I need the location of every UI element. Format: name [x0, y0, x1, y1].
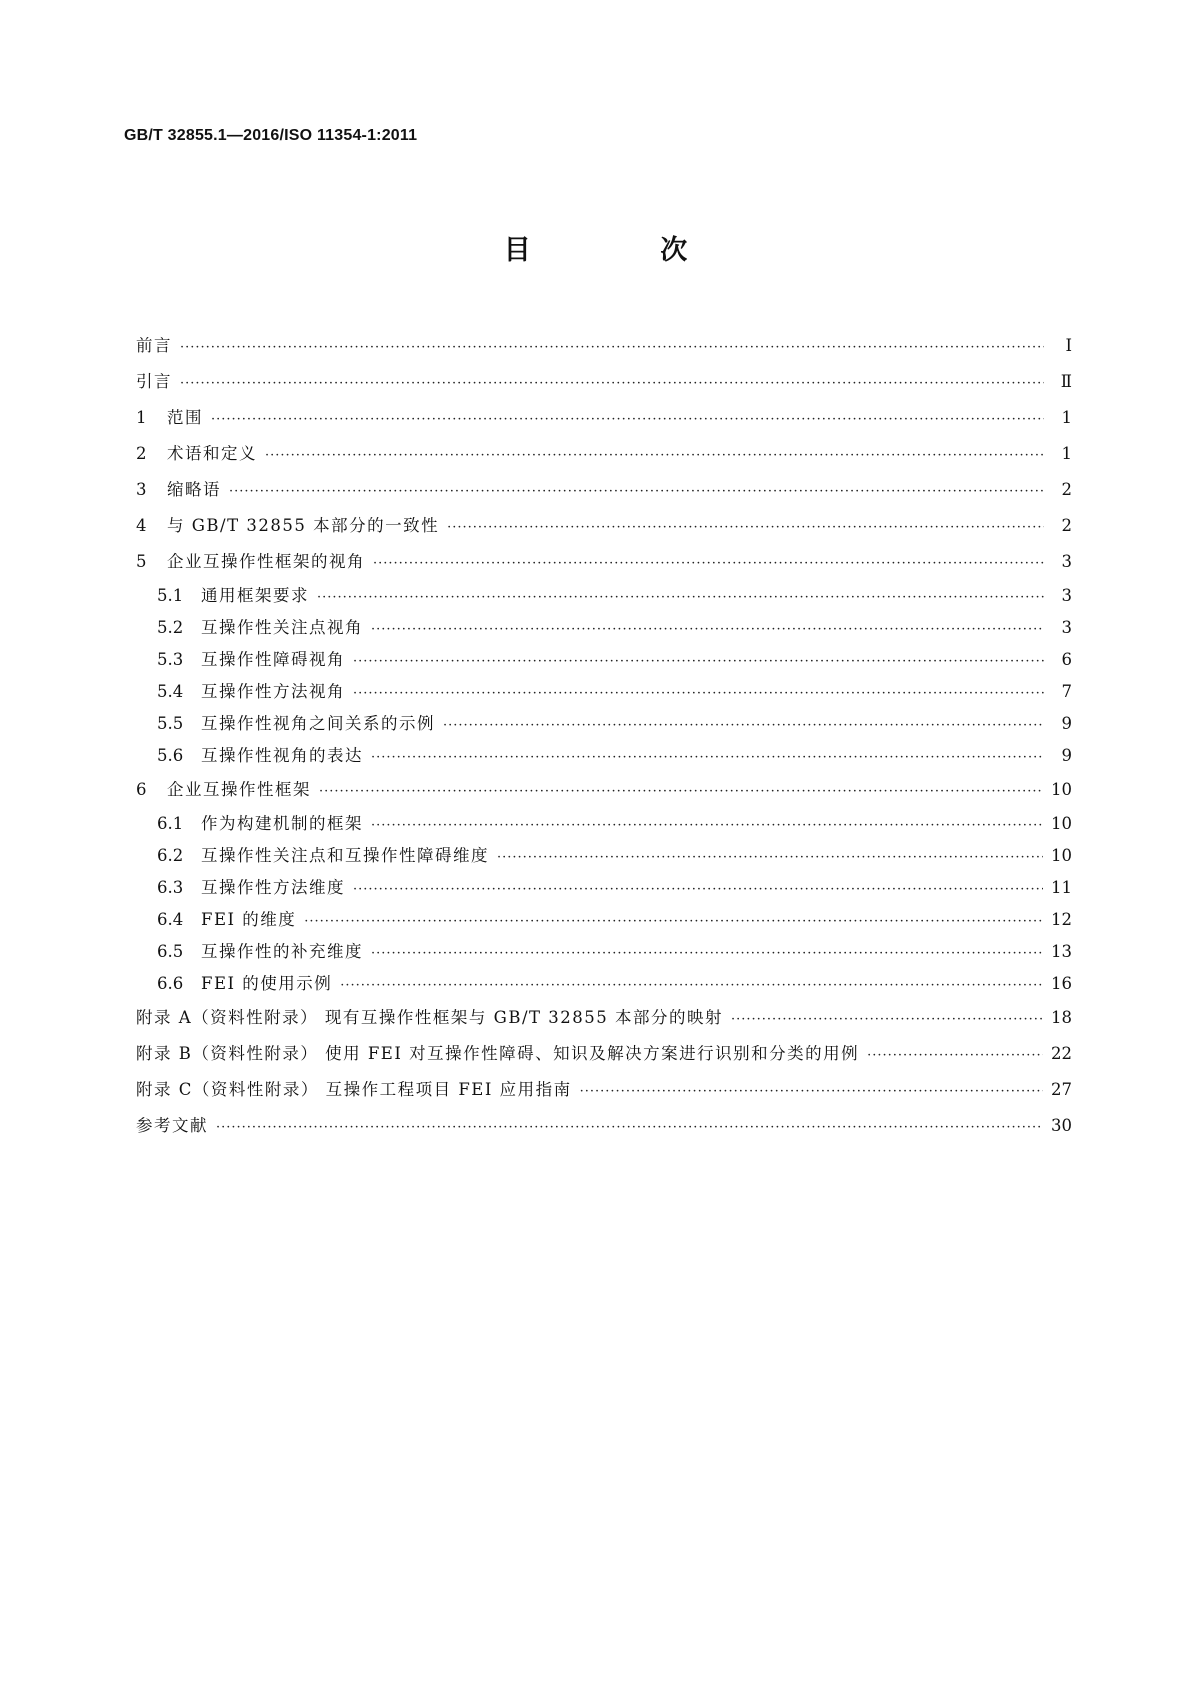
toc-entry-label: 互操作性方法视角 — [201, 682, 345, 701]
toc-entry-page: 1 — [1061, 408, 1072, 427]
toc-entry-label: 附录 C（资料性附录） 互操作工程项目 FEI 应用指南 — [136, 1080, 572, 1099]
toc-entry-page: 30 — [1051, 1116, 1072, 1135]
toc-entry-5-2[interactable] — [136, 612, 1072, 644]
toc-leader-dots — [867, 1038, 1043, 1074]
toc-entry-page: 16 — [1051, 974, 1072, 993]
toc-entry-6-5[interactable] — [136, 936, 1072, 968]
toc-entry-6-6[interactable] — [136, 968, 1072, 1000]
toc-entry-label: 参考文献 — [136, 1116, 208, 1135]
toc-leader-dots — [353, 874, 1043, 906]
toc-entry-page: 10 — [1051, 814, 1072, 833]
toc-entry-label: 前言 — [136, 336, 172, 355]
toc-entry-page: 7 — [1061, 682, 1072, 701]
toc-entry-appendix-c[interactable] — [136, 1072, 1072, 1108]
toc-entry-number: 1 — [136, 408, 147, 427]
toc-entry-label: 互操作性方法维度 — [201, 878, 345, 897]
toc-entry-page: 9 — [1061, 746, 1072, 765]
toc-entry-bibliography[interactable] — [136, 1108, 1072, 1144]
toc-leader-dots — [443, 710, 1044, 742]
toc-entry-appendix-a[interactable] — [136, 1000, 1072, 1036]
toc-leader-dots — [265, 438, 1044, 474]
toc-leader-dots — [371, 614, 1044, 646]
toc-entry-page: 10 — [1051, 780, 1072, 799]
toc-entry-page: 3 — [1061, 552, 1072, 571]
toc-entry-number: 5.5 — [157, 714, 184, 733]
toc-entry-page: 22 — [1051, 1044, 1072, 1063]
toc-leader-dots — [371, 810, 1043, 842]
toc-leader-dots — [180, 330, 1044, 366]
toc-entry-page: 10 — [1051, 846, 1072, 865]
toc-entry-page: 11 — [1051, 878, 1072, 897]
toc-entry-label: 范围 — [167, 408, 203, 427]
toc-entry-2[interactable] — [136, 436, 1072, 472]
toc-entry-label: 附录 B（资料性附录） 使用 FEI 对互操作性障碍、知识及解决方案进行识别和分类的用例 — [136, 1044, 860, 1063]
toc-leader-dots — [731, 1002, 1043, 1038]
toc-entry-number: 6.5 — [157, 942, 184, 961]
toc-entry-page: 6 — [1061, 650, 1072, 669]
toc-entry-label: FEI 的使用示例 — [201, 974, 333, 993]
toc-entry-3[interactable] — [136, 472, 1072, 508]
toc-entry-page: Ⅰ — [1065, 336, 1072, 355]
toc-entry-page: 3 — [1061, 618, 1072, 637]
toc-entry-number: 5.4 — [157, 682, 184, 701]
table-of-contents — [136, 328, 1072, 1144]
toc-entry-5[interactable] — [136, 544, 1072, 580]
toc-entry-6-2[interactable] — [136, 840, 1072, 872]
toc-entry-number: 6.2 — [157, 846, 184, 865]
toc-entry-label: 互操作性关注点视角 — [201, 618, 363, 637]
toc-entry-5-1[interactable] — [136, 580, 1072, 612]
toc-entry-page: 3 — [1061, 586, 1072, 605]
toc-entry-label: 术语和定义 — [167, 444, 257, 463]
toc-entry-number: 4 — [136, 516, 147, 535]
toc-leader-dots — [447, 510, 1044, 546]
toc-entry-number: 5 — [136, 552, 147, 571]
toc-entry-6-4[interactable] — [136, 904, 1072, 936]
toc-entry-number: 5.3 — [157, 650, 184, 669]
toc-entry-page: 2 — [1061, 516, 1072, 535]
toc-entry-page: 12 — [1051, 910, 1072, 929]
toc-entry-page: 2 — [1061, 480, 1072, 499]
toc-title: 目 次 — [503, 235, 748, 266]
toc-leader-dots — [353, 678, 1044, 710]
toc-entry-number: 5.1 — [157, 586, 184, 605]
toc-entry-label: 缩略语 — [167, 480, 221, 499]
toc-entry-label: 附录 A（资料性附录） 现有互操作性框架与 GB/T 32855 本部分的映射 — [136, 1008, 723, 1027]
toc-entry-label: 互操作性视角的表达 — [201, 746, 363, 765]
toc-entry-number: 5.6 — [157, 746, 184, 765]
toc-entry-label: 企业互操作性框架的视角 — [167, 552, 365, 571]
toc-leader-dots — [211, 402, 1044, 438]
toc-leader-dots — [371, 742, 1044, 774]
toc-entry-label: 企业互操作性框架 — [167, 780, 311, 799]
toc-entry-6-3[interactable] — [136, 872, 1072, 904]
toc-entry-1[interactable] — [136, 400, 1072, 436]
toc-entry-label: 与 GB/T 32855 本部分的一致性 — [167, 516, 440, 535]
toc-leader-dots — [304, 906, 1043, 938]
toc-entry-label: FEI 的维度 — [201, 910, 297, 929]
toc-leader-dots — [497, 842, 1043, 874]
toc-entry-page: 1 — [1061, 444, 1072, 463]
toc-entry-page: 18 — [1051, 1008, 1072, 1027]
toc-entry-number: 6.1 — [157, 814, 184, 833]
toc-entry-foreword[interactable] — [136, 328, 1072, 364]
toc-leader-dots — [580, 1074, 1043, 1110]
toc-entry-label: 作为构建机制的框架 — [201, 814, 363, 833]
toc-entry-introduction[interactable] — [136, 364, 1072, 400]
toc-entry-appendix-b[interactable] — [136, 1036, 1072, 1072]
toc-entry-number: 3 — [136, 480, 147, 499]
toc-entry-5-6[interactable] — [136, 740, 1072, 772]
toc-entry-page: 13 — [1051, 942, 1072, 961]
toc-entry-6-1[interactable] — [136, 808, 1072, 840]
toc-entry-number: 5.2 — [157, 618, 184, 637]
toc-entry-5-3[interactable] — [136, 644, 1072, 676]
toc-entry-label: 互操作性关注点和互操作性障碍维度 — [201, 846, 489, 865]
toc-entry-page: 27 — [1051, 1080, 1072, 1099]
toc-entry-4[interactable] — [136, 508, 1072, 544]
toc-entry-number: 6.4 — [157, 910, 184, 929]
document-code: GB/T 32855.1—2016/ISO 11354-1:2011 — [124, 127, 418, 144]
toc-entry-label: 互操作性的补充维度 — [201, 942, 363, 961]
toc-entry-label: 互操作性视角之间关系的示例 — [201, 714, 435, 733]
toc-entry-number: 2 — [136, 444, 147, 463]
toc-entry-number: 6.6 — [157, 974, 184, 993]
toc-entry-page: 9 — [1061, 714, 1072, 733]
toc-entry-6[interactable] — [136, 772, 1072, 808]
toc-leader-dots — [340, 970, 1043, 1002]
toc-entry-label: 通用框架要求 — [201, 586, 309, 605]
toc-leader-dots — [371, 938, 1043, 970]
toc-leader-dots — [353, 646, 1044, 678]
toc-entry-label: 引言 — [136, 372, 172, 391]
toc-leader-dots — [373, 546, 1044, 582]
toc-entry-page: Ⅱ — [1060, 372, 1072, 391]
toc-leader-dots — [317, 582, 1044, 614]
toc-entry-5-4[interactable] — [136, 676, 1072, 708]
toc-entry-5-5[interactable] — [136, 708, 1072, 740]
toc-entry-label: 互操作性障碍视角 — [201, 650, 345, 669]
toc-leader-dots — [216, 1110, 1043, 1146]
toc-entry-number: 6.3 — [157, 878, 184, 897]
toc-leader-dots — [319, 774, 1043, 810]
toc-entry-number: 6 — [136, 780, 147, 799]
toc-leader-dots — [180, 366, 1044, 402]
toc-leader-dots — [229, 474, 1044, 510]
